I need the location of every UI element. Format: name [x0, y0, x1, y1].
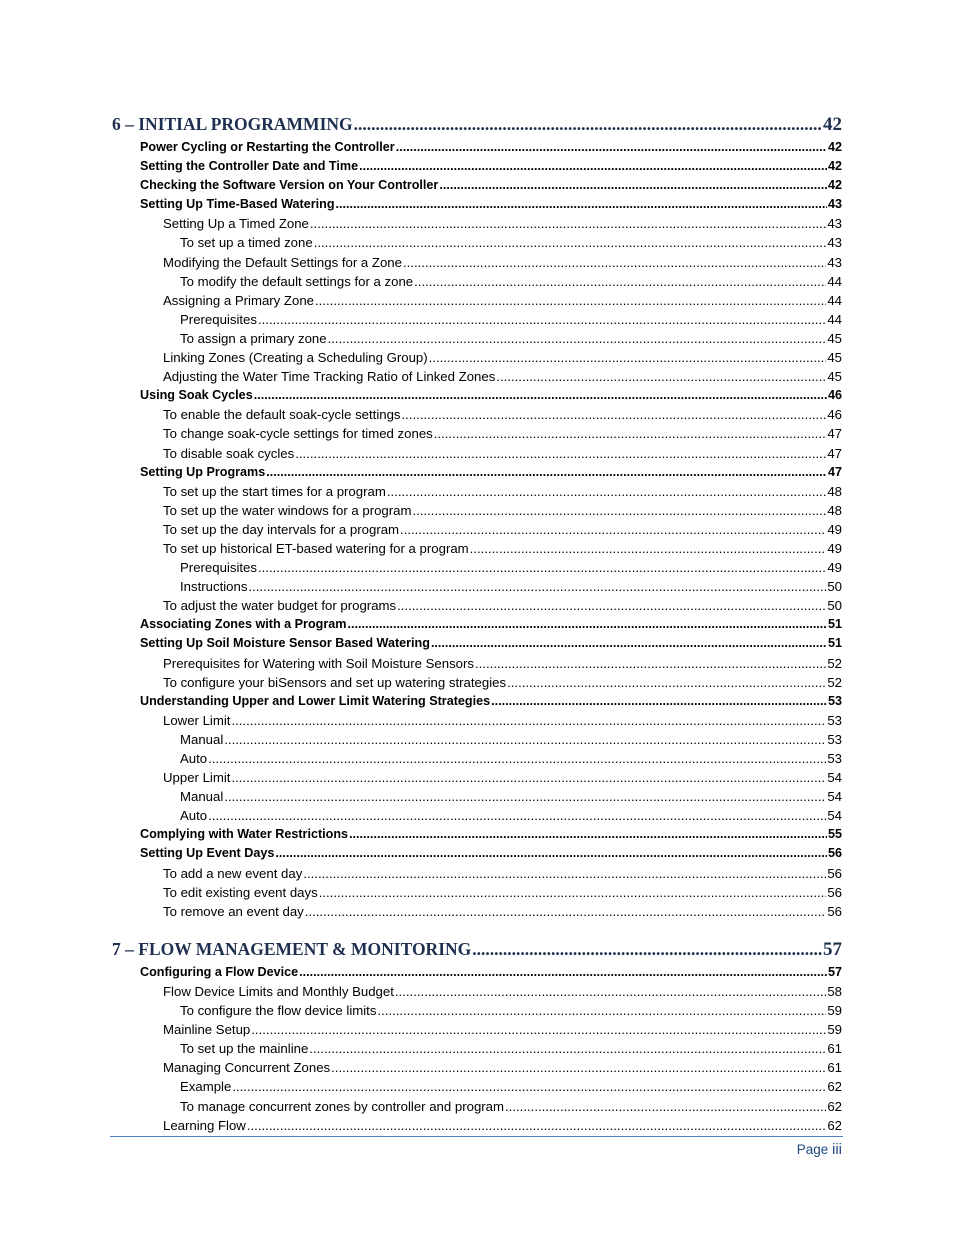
toc-entry-title: To configure the flow device limits	[180, 1003, 377, 1019]
dot-leader	[275, 844, 827, 863]
toc-entry-page: 48	[827, 502, 842, 518]
toc-entry-title: Checking the Software Version on Your Controller	[140, 178, 439, 193]
toc-entry[interactable]	[0, 195, 954, 214]
toc-entry[interactable]	[0, 787, 954, 806]
toc-entry-title: Assigning a Primary Zone	[163, 292, 314, 308]
dot-leader	[439, 176, 827, 195]
toc-entry-page: 47	[827, 445, 842, 461]
dot-leader	[309, 1039, 826, 1058]
toc-entry-page: 42	[827, 159, 842, 174]
toc-entry[interactable]	[0, 615, 954, 634]
toc-entry-page: 51	[827, 636, 842, 651]
toc-entry[interactable]	[0, 864, 954, 883]
dot-leader	[507, 673, 826, 692]
toc-entry[interactable]	[0, 272, 954, 291]
toc-entry-page: 52	[827, 655, 842, 671]
toc-entry-title: Power Cycling or Restarting the Controller	[140, 140, 395, 154]
toc-entry[interactable]	[0, 444, 954, 463]
page-number: iii	[832, 1141, 842, 1158]
toc-entry[interactable]	[0, 501, 954, 520]
toc-entry-title: Associating Zones with a Program	[140, 617, 347, 632]
toc-entry-page: 43	[827, 216, 842, 232]
dot-leader	[396, 138, 827, 157]
dot-leader	[354, 111, 822, 138]
toc-entry[interactable]	[0, 291, 954, 310]
toc-entry-page: 55	[827, 827, 842, 842]
toc-entry-page: 44	[827, 273, 842, 289]
toc-entry-page: 43	[827, 235, 842, 251]
dot-leader	[208, 749, 826, 768]
toc-entry-page: 53	[827, 731, 842, 747]
toc-entry-title: Lower Limit	[163, 712, 231, 728]
dot-leader	[310, 214, 826, 233]
toc-entry-title: Upper Limit	[163, 770, 231, 786]
toc-entry-title: Linking Zones (Creating a Scheduling Group)	[163, 350, 428, 366]
toc-entry[interactable]	[0, 1020, 954, 1039]
toc-entry-title: Setting Up Event Days	[140, 846, 275, 861]
dot-leader	[231, 711, 826, 730]
toc-entry-page: 62	[827, 1079, 842, 1095]
dot-leader	[400, 520, 826, 539]
dot-leader	[336, 195, 827, 214]
toc-entry[interactable]	[0, 138, 954, 157]
toc-entry-page: 49	[827, 560, 842, 576]
toc-entry-page: 57	[827, 964, 842, 979]
toc-entry-title: Mainline Setup	[163, 1022, 251, 1038]
toc-entry-title: To set up historical ET-based watering for a program	[163, 540, 469, 556]
toc-entry[interactable]	[0, 577, 954, 596]
dot-leader	[295, 444, 826, 463]
toc-entry-page: 59	[827, 1003, 842, 1019]
toc-entry[interactable]	[0, 902, 954, 921]
toc-entry-title: Setting Up a Timed Zone	[163, 216, 309, 232]
page-footer	[797, 1141, 842, 1158]
dot-leader	[254, 386, 827, 405]
toc-entry[interactable]	[0, 539, 954, 558]
dot-leader	[402, 405, 827, 424]
toc-entry-page: 42	[827, 178, 842, 193]
dot-leader	[315, 291, 826, 310]
toc-entry-page: 46	[827, 388, 842, 403]
toc-entry[interactable]	[0, 654, 954, 673]
toc-entry[interactable]	[0, 806, 954, 825]
dot-leader	[505, 1097, 826, 1116]
toc-entry[interactable]	[0, 825, 954, 844]
toc-entry[interactable]	[0, 673, 954, 692]
dot-leader	[299, 963, 827, 982]
toc-entry-page: 47	[827, 426, 842, 442]
toc-entry[interactable]	[0, 768, 954, 787]
toc-entry-title: To assign a primary zone	[180, 330, 327, 346]
dot-leader	[414, 272, 826, 291]
toc-entry-page: 48	[827, 483, 842, 499]
toc-entry-page: 44	[827, 292, 842, 308]
toc-entry[interactable]	[0, 1097, 954, 1116]
toc-entry-title: To configure your biSensors and set up watering strategies	[163, 674, 507, 690]
toc-entry[interactable]	[0, 348, 954, 367]
dot-leader	[208, 806, 826, 825]
toc-entry-page: 53	[827, 712, 842, 728]
toc-entry[interactable]	[0, 157, 954, 176]
dot-leader	[412, 501, 826, 520]
toc-entry-page: 42	[823, 114, 842, 135]
toc-entry-page: 53	[827, 751, 842, 766]
toc-entry-title: To adjust the water budget for programs	[163, 598, 397, 614]
toc-entry-page: 45	[827, 369, 842, 385]
toc-entry-title: To manage concurrent zones by controller and program	[180, 1098, 505, 1114]
toc-entry-page: 56	[827, 865, 842, 881]
toc-entry-page: 49	[827, 521, 842, 537]
toc-entry-page: 62	[827, 1098, 842, 1114]
toc-entry-page: 43	[827, 254, 842, 270]
dot-leader	[328, 329, 827, 348]
toc-entry[interactable]	[0, 963, 954, 982]
toc-entry[interactable]	[0, 730, 954, 749]
toc-entry[interactable]	[0, 634, 954, 653]
toc-entry-page: 53	[827, 693, 842, 708]
toc-entry-page: 45	[827, 350, 842, 366]
toc-entry[interactable]	[0, 1077, 954, 1096]
dot-leader	[475, 654, 826, 673]
dot-leader	[305, 902, 827, 921]
toc-entry-title: To modify the default settings for a zone	[180, 273, 414, 289]
toc-entry[interactable]	[0, 482, 954, 501]
toc-entry-title: To edit existing event days	[163, 884, 318, 900]
toc-entry-title: Prerequisites	[180, 311, 257, 327]
toc-entry-page: 61	[827, 1060, 842, 1076]
toc-entry-title: Setting the Controller Date and Time	[140, 159, 359, 174]
dot-leader	[251, 1020, 826, 1039]
toc-entry-title: To disable soak cycles	[163, 445, 295, 461]
dot-leader	[434, 424, 827, 443]
toc-entry-page: 52	[827, 674, 842, 690]
dot-leader	[258, 558, 826, 577]
toc-entry-title: Complying with Water Restrictions	[140, 827, 349, 842]
toc-entry[interactable]	[0, 1039, 954, 1058]
toc-entry[interactable]	[0, 1116, 954, 1135]
dot-leader	[303, 864, 826, 883]
toc-entry-title: Auto	[180, 751, 208, 766]
toc-entry-title: To set up the mainline	[180, 1041, 309, 1057]
dot-leader	[319, 883, 827, 902]
toc-entry-title: To change soak-cycle settings for timed zones	[163, 426, 433, 442]
toc-entry-page: 56	[827, 846, 842, 861]
dot-leader	[431, 634, 827, 653]
toc-entry-title: 6 – INITIAL PROGRAMMING	[112, 114, 353, 134]
toc-entry-page: 47	[827, 464, 842, 479]
toc-chapter-heading[interactable]	[0, 111, 954, 138]
toc-entry-title: Managing Concurrent Zones	[163, 1060, 331, 1076]
page-label: Page	[796, 1142, 829, 1157]
toc-entry[interactable]	[0, 233, 954, 252]
toc-entry-page: 51	[827, 617, 842, 632]
dot-leader	[258, 310, 826, 329]
dot-leader	[470, 539, 827, 558]
toc-entry-page: 59	[827, 1022, 842, 1038]
toc-entry-title: Modifying the Default Settings for a Zone	[163, 254, 402, 270]
toc-entry-title: Using Soak Cycles	[140, 388, 253, 403]
dot-leader	[266, 463, 827, 482]
toc-entry[interactable]	[0, 692, 954, 711]
toc-entry-page: 44	[827, 311, 842, 327]
footer-divider	[110, 1136, 843, 1137]
dot-leader	[397, 596, 826, 615]
toc-entry-title: To set up the day intervals for a program	[163, 521, 400, 537]
toc-entry[interactable]	[0, 310, 954, 329]
toc-entry-page: 46	[827, 407, 842, 423]
toc-entry-title: Auto	[180, 808, 208, 824]
dot-leader	[247, 1116, 826, 1135]
dot-leader	[472, 936, 822, 963]
toc-entry-page: 50	[827, 598, 842, 614]
toc-entry[interactable]	[0, 982, 954, 1001]
toc-entry-title: To enable the default soak-cycle settings	[163, 407, 401, 423]
toc-entry-title: Configuring a Flow Device	[140, 964, 299, 979]
toc-entry[interactable]	[0, 520, 954, 539]
toc-entry-page: 50	[827, 579, 842, 595]
toc-entry[interactable]	[0, 176, 954, 195]
toc-entry-title: Setting Up Soil Moisture Sensor Based Watering	[140, 636, 430, 651]
toc-entry-title: Prerequisites for Watering with Soil Moisture Sensors	[163, 655, 475, 671]
toc-entry-page: 56	[827, 884, 842, 900]
toc-entry-page: 61	[827, 1041, 842, 1057]
dot-leader	[331, 1058, 826, 1077]
dot-leader	[248, 577, 826, 596]
toc-entry[interactable]	[0, 558, 954, 577]
toc-entry-title: To remove an event day	[163, 903, 304, 919]
toc-entry-page: 49	[827, 540, 842, 556]
dot-leader	[496, 367, 826, 386]
dot-leader	[314, 233, 827, 252]
toc-entry-page: 57	[823, 938, 842, 960]
toc-entry[interactable]	[0, 463, 954, 482]
toc-entry-title: Example	[180, 1079, 232, 1095]
toc-entry[interactable]	[0, 1058, 954, 1077]
toc-entry[interactable]	[0, 844, 954, 863]
toc-entry-title: Prerequisites	[180, 560, 257, 576]
dot-leader	[347, 615, 827, 634]
toc-entry-title: Instructions	[180, 579, 248, 595]
toc-entry-page: 45	[827, 330, 842, 346]
dot-leader	[232, 1077, 826, 1096]
toc-entry[interactable]	[0, 711, 954, 730]
toc-entry-title: Understanding Upper and Lower Limit Watering Strategies	[140, 693, 491, 708]
dot-leader	[491, 692, 827, 711]
dot-leader	[224, 730, 826, 749]
toc-entry[interactable]	[0, 329, 954, 348]
dot-leader	[231, 768, 826, 787]
toc-entry-title: Manual	[180, 789, 224, 805]
toc-entry[interactable]	[0, 1001, 954, 1020]
dot-leader	[429, 348, 827, 367]
dot-leader	[403, 253, 826, 272]
dot-leader	[377, 1001, 826, 1020]
dot-leader	[387, 482, 827, 501]
toc-entry-title: Setting Up Time-Based Watering	[140, 197, 335, 212]
toc-entry-page: 62	[827, 1117, 842, 1133]
toc-entry-page: 43	[827, 197, 842, 212]
toc-entry-title: Adjusting the Water Time Tracking Ratio of Linked Zones	[163, 369, 496, 385]
toc-entry-title: To set up the water windows for a program	[163, 502, 412, 518]
toc-entry-title: Learning Flow	[163, 1117, 246, 1133]
toc-entry-page: 54	[827, 770, 842, 786]
toc-entry[interactable]	[0, 253, 954, 272]
toc-entry[interactable]	[0, 405, 954, 424]
toc-entry-title: Manual	[180, 731, 224, 747]
toc-entry-title: 7 – FLOW MANAGEMENT & MONITORING	[112, 938, 472, 959]
dot-leader	[359, 157, 827, 176]
dot-leader	[349, 825, 827, 844]
toc-entry[interactable]	[0, 883, 954, 902]
toc-entry-title: To add a new event day	[163, 865, 303, 881]
toc-entry-page: 56	[827, 903, 842, 919]
toc-entry-title: To set up the start times for a program	[163, 483, 386, 499]
toc-entry[interactable]	[0, 596, 954, 615]
toc-entry-title: Flow Device Limits and Monthly Budget	[163, 983, 394, 999]
toc-entry[interactable]	[0, 367, 954, 386]
toc-entry[interactable]	[0, 424, 954, 443]
table-of-contents	[0, 111, 954, 1135]
toc-entry-title: Setting Up Programs	[140, 464, 266, 479]
toc-entry-page: 54	[827, 789, 842, 805]
toc-chapter-heading[interactable]	[0, 936, 954, 963]
toc-entry-page: 42	[827, 140, 842, 154]
toc-entry-title: To set up a timed zone	[180, 235, 313, 251]
toc-entry-page: 54	[827, 808, 842, 824]
dot-leader	[224, 787, 826, 806]
toc-entry[interactable]	[0, 386, 954, 405]
dot-leader	[395, 982, 826, 1001]
toc-entry-page: 58	[827, 983, 842, 999]
toc-entry[interactable]	[0, 749, 954, 768]
toc-entry[interactable]	[0, 214, 954, 233]
